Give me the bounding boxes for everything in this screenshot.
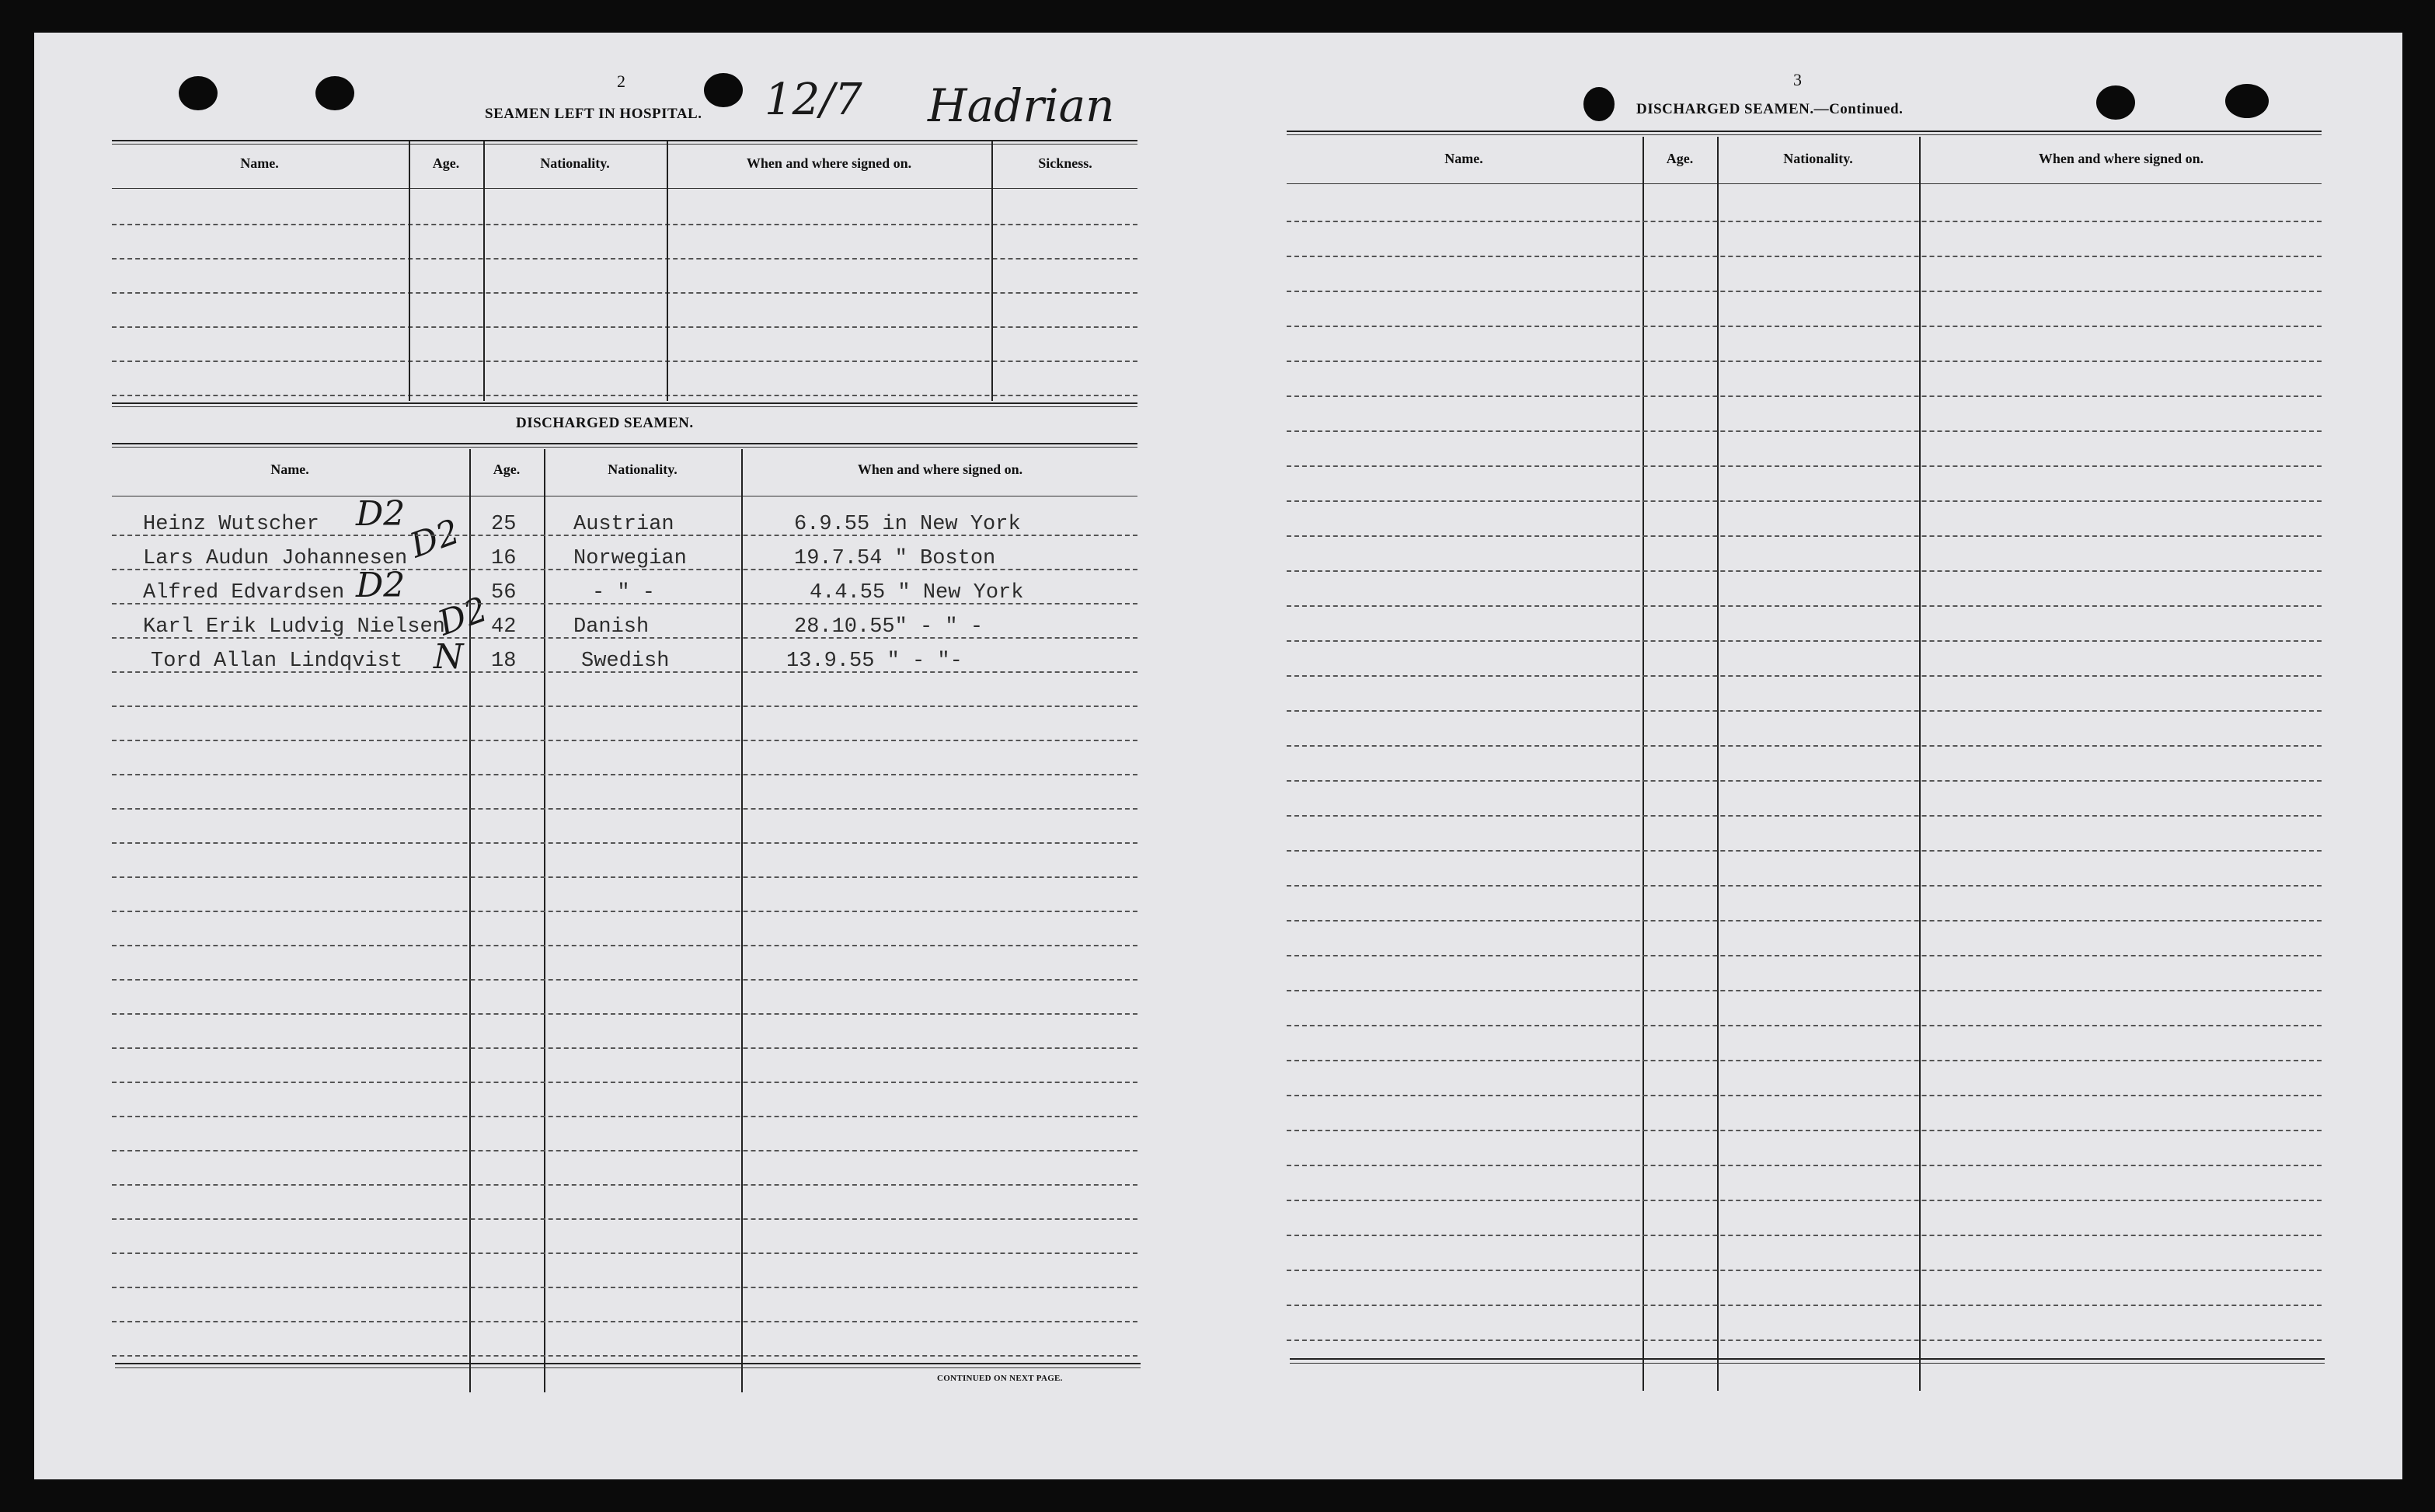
row-line [112, 1218, 1137, 1220]
continued-footer: CONTINUED ON NEXT PAGE. [937, 1374, 1063, 1383]
document-sheet [34, 33, 2402, 1479]
hospital-row-line [112, 361, 1137, 362]
hospital-header-rule [112, 188, 1137, 189]
hospital-top-rule [112, 140, 1137, 141]
hospital-col-nationality: Nationality. [540, 155, 610, 171]
handwritten-ship-name: Hadrian [928, 79, 1115, 132]
row-line [1287, 885, 2322, 887]
discharged-bottom-rule [115, 1363, 1141, 1364]
seaman-signed-on: 19.7.54 " Boston [794, 547, 996, 570]
punch-hole-5 [2096, 85, 2135, 120]
seaman-nationality: Danish [573, 615, 650, 639]
hospital-col-divider [667, 141, 668, 401]
row-line [112, 1047, 1137, 1049]
row-line [1287, 395, 2322, 397]
hospital-row-line [112, 292, 1137, 294]
discharged-col-divider [741, 449, 743, 1392]
punch-hole-4 [1583, 87, 1615, 121]
discharged-col-divider [469, 449, 471, 1392]
row-line [1287, 291, 2322, 292]
right-col-signed-on: When and where signed on. [2038, 151, 2204, 166]
hospital-bottom-rule-2 [112, 406, 1137, 407]
row-line [112, 637, 1137, 639]
hospital-row-line [112, 326, 1137, 328]
discharged-col-signed-on: When and where signed on. [857, 462, 1023, 477]
seaman-name: Lars Audun Johannesen [143, 547, 408, 570]
row-line [1287, 605, 2322, 607]
row-line [1287, 1095, 2322, 1096]
hospital-section-title: SEAMEN LEFT IN HOSPITAL. [485, 106, 702, 122]
handwritten-mark: N [434, 637, 464, 677]
row-line [1287, 326, 2322, 327]
hospital-row-line [112, 224, 1137, 225]
hospital-col-age: Age. [432, 155, 460, 171]
handwritten-mark: D2 [405, 511, 465, 566]
row-line [1287, 955, 2322, 956]
seaman-age: 42 [491, 615, 517, 639]
right-bottom-rule [1290, 1358, 2325, 1360]
row-line [1287, 1270, 2322, 1271]
row-line [1287, 1025, 2322, 1026]
row-line [1287, 1235, 2322, 1236]
handwritten-mark: D2 [356, 494, 406, 534]
seaman-nationality: Swedish [581, 650, 670, 673]
discharged-bottom-rule-2 [115, 1367, 1141, 1368]
hospital-top-rule-2 [112, 144, 1137, 145]
handwritten-date: 12/7 [765, 75, 862, 125]
seaman-signed-on: 4.4.55 " New York [810, 581, 1024, 604]
row-line [112, 569, 1137, 570]
row-line [1287, 1060, 2322, 1061]
row-line [112, 1116, 1137, 1117]
discharged-top-rule-2 [112, 447, 1137, 448]
hospital-row-line [112, 258, 1137, 260]
right-top-rule-2 [1287, 134, 2322, 135]
seaman-age: 16 [491, 547, 517, 570]
row-line [1287, 675, 2322, 677]
seaman-signed-on: 13.9.55 " - "- [786, 650, 963, 673]
left-page-number: 2 [617, 71, 625, 91]
right-header-rule [1287, 183, 2322, 184]
discharged-col-age: Age. [493, 462, 521, 477]
row-line [1287, 256, 2322, 257]
row-line [112, 911, 1137, 912]
row-line [1287, 535, 2322, 537]
seaman-nationality: Norwegian [573, 547, 687, 570]
row-line [1287, 1305, 2322, 1306]
row-line [1287, 990, 2322, 991]
row-line [1287, 745, 2322, 747]
discharged-col-divider [544, 449, 545, 1392]
row-line [112, 740, 1137, 741]
hospital-col-divider [409, 141, 410, 401]
hospital-col-sickness: Sickness. [1038, 155, 1092, 171]
row-line [112, 945, 1137, 946]
row-line [112, 1082, 1137, 1083]
discharged-col-name: Name. [270, 462, 309, 477]
row-line [1287, 1200, 2322, 1201]
seaman-name: Alfred Edvardsen [143, 581, 345, 604]
row-line [1287, 1340, 2322, 1341]
hospital-col-divider [991, 141, 993, 401]
seaman-name: Heinz Wutscher [143, 513, 319, 536]
row-line [112, 808, 1137, 810]
hospital-col-name: Name. [240, 155, 279, 171]
row-line [1287, 500, 2322, 502]
row-line [1287, 361, 2322, 362]
seaman-age: 18 [491, 650, 517, 673]
discharged-top-rule [112, 443, 1137, 444]
row-line [112, 1184, 1137, 1186]
row-line [112, 1013, 1137, 1015]
row-line [1287, 1165, 2322, 1166]
right-page-number: 3 [1793, 70, 1802, 89]
row-line [112, 671, 1137, 673]
punch-hole-1 [179, 76, 218, 110]
hospital-row-line [112, 395, 1137, 396]
row-line [112, 979, 1137, 981]
row-line [1287, 430, 2322, 432]
seaman-age: 25 [491, 513, 517, 536]
row-line [112, 603, 1137, 604]
row-line [112, 705, 1137, 707]
row-line [112, 1287, 1137, 1288]
seaman-signed-on: 28.10.55" - " - [794, 615, 984, 639]
seaman-nationality: Austrian [573, 513, 674, 536]
right-bottom-rule-2 [1290, 1363, 2325, 1364]
hospital-col-divider [483, 141, 485, 401]
row-line [112, 842, 1137, 844]
row-line [1287, 640, 2322, 642]
right-col-nationality: Nationality. [1783, 151, 1853, 166]
punch-hole-6 [2225, 84, 2269, 118]
row-line [1287, 1130, 2322, 1131]
right-top-rule [1287, 131, 2322, 132]
row-line [1287, 570, 2322, 572]
row-line [112, 1321, 1137, 1322]
right-col-age: Age. [1666, 151, 1694, 166]
seaman-nationality: - " - [592, 581, 656, 604]
right-page-title: DISCHARGED SEAMEN.—Continued. [1636, 101, 1904, 117]
row-line [1287, 920, 2322, 921]
seaman-signed-on: 6.9.55 in New York [794, 513, 1021, 536]
row-line [112, 535, 1137, 536]
punch-hole-2 [315, 76, 354, 110]
row-line [1287, 465, 2322, 467]
discharged-col-nationality: Nationality. [608, 462, 678, 477]
row-line [1287, 815, 2322, 817]
row-line [112, 1150, 1137, 1151]
seaman-name: Tord Allan Lindqvist [151, 650, 403, 673]
seaman-age: 56 [491, 581, 517, 604]
row-line [1287, 710, 2322, 712]
row-line [112, 1252, 1137, 1254]
discharged-section-title: DISCHARGED SEAMEN. [516, 415, 694, 431]
row-line [1287, 850, 2322, 852]
row-line [112, 1355, 1137, 1357]
seaman-name: Karl Erik Ludvig Nielsen [143, 615, 445, 639]
hospital-bottom-rule [112, 402, 1137, 404]
hospital-col-signed-on: When and where signed on. [746, 155, 912, 171]
right-col-name: Name. [1444, 151, 1483, 166]
punch-hole-3 [704, 73, 743, 107]
row-line [112, 774, 1137, 775]
row-line [1287, 780, 2322, 782]
handwritten-mark: D2 [433, 589, 493, 644]
row-line [112, 876, 1137, 878]
handwritten-mark: D2 [356, 566, 406, 605]
row-line [1287, 221, 2322, 222]
